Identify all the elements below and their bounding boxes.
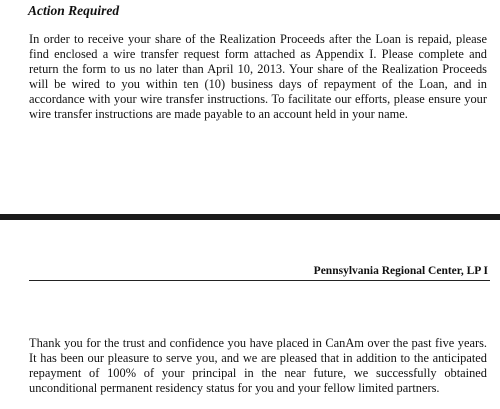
thank-you-paragraph: Thank you for the trust and confidence you have placed in CanAm over the past five years. It has been our pleasure to serve you, and we are pleased that in addition to the anticipated repayment of 100% of your principal in the near future, we successfully obtained unconditional permanent residency status for you and your fellow limited partners. (29, 336, 487, 395)
page-header-rule (29, 280, 490, 281)
action-required-paragraph: In order to receive your share of the Realization Proceeds after the Loan is repaid, please find enclosed a wire transfer request form attached as Appendix I. Please complete and return the form to us no later than April 10, 2013. Your share of the Realization Proceeds will be wired to you within ten (10) business days of repayment of the Loan, and in accordance with your wire transfer instructions. To facilitate our efforts, please ensure your wire transfer instructions are made payable to an account held in your name. (29, 32, 487, 121)
section-heading-action-required: Action Required (28, 3, 120, 18)
page-header-title: Pennsylvania Regional Center, LP I (313, 265, 488, 277)
page-break-divider (0, 214, 500, 220)
